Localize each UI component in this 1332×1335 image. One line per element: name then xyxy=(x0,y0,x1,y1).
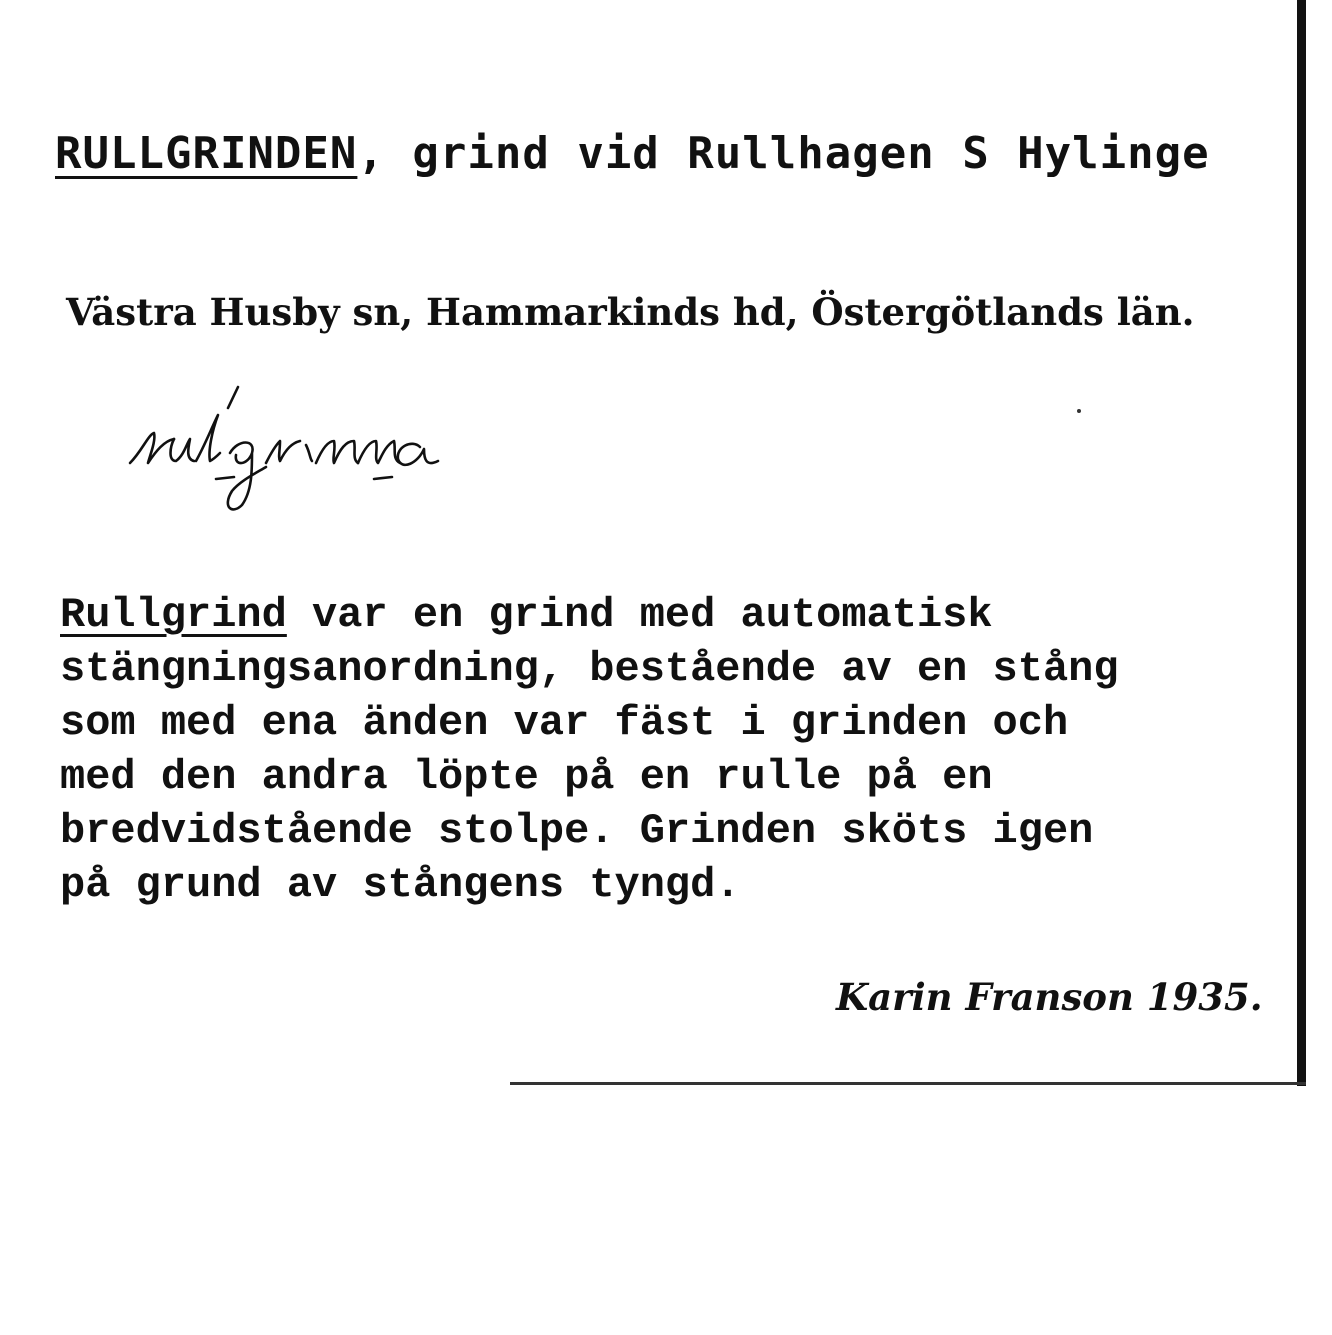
body-line xyxy=(60,588,1292,642)
handwritten-pronunciation xyxy=(120,375,480,515)
location-line: Västra Husby sn, Hammarkinds hd, Östergötlands län. xyxy=(66,290,1195,334)
headword-description: , grind vid Rullhagen S Hylinge xyxy=(357,128,1210,179)
card-body xyxy=(60,588,1292,912)
body-line-text: var en grind med automatisk xyxy=(286,591,993,639)
body-line: som med ena änden var fäst i grinden och xyxy=(60,699,1069,747)
card-right-edge xyxy=(1297,0,1306,1086)
headword: RULLGRINDEN xyxy=(55,128,358,179)
body-line: stängningsanordning, bestående av en stång xyxy=(60,645,1119,693)
ink-dot xyxy=(1077,409,1081,413)
body-term: Rullgrind xyxy=(60,591,287,639)
body-line: med den andra löpte på en rulle på en xyxy=(60,753,993,801)
card-bottom-edge xyxy=(510,1082,1306,1085)
signature: Karin Franson 1935. xyxy=(836,975,1263,1019)
headword-line xyxy=(55,128,1210,179)
body-line: bredvidstående stolpe. Grinden sköts igen xyxy=(60,807,1094,855)
body-line: på grund av stångens tyngd. xyxy=(60,861,741,909)
